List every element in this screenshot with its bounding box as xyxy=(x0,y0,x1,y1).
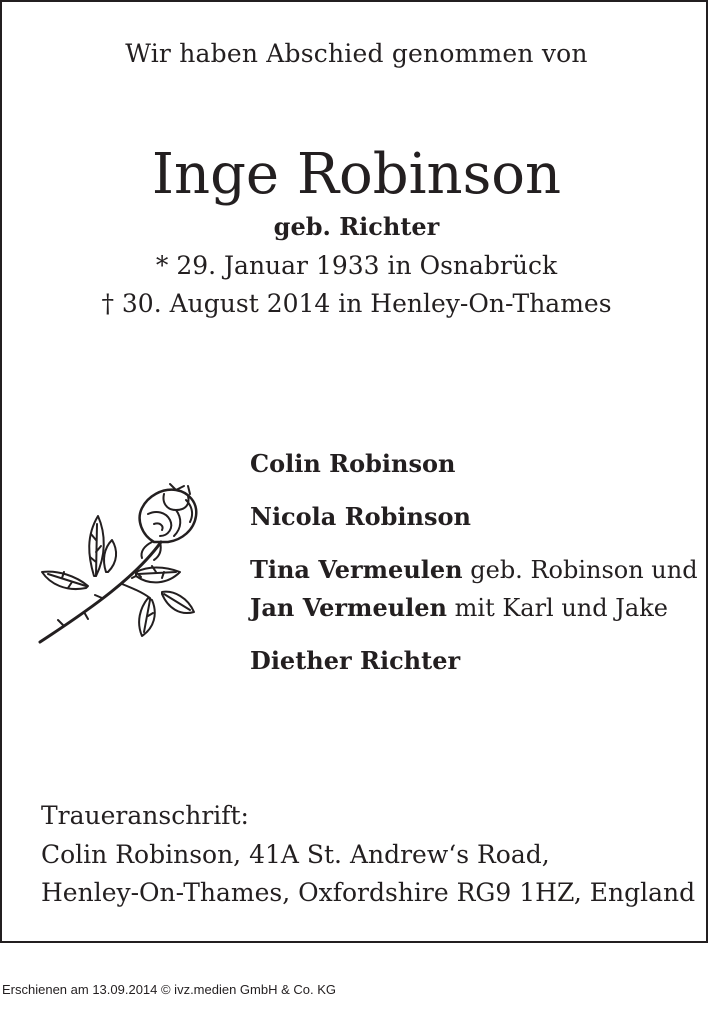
intro-text: Wir haben Abschied genommen von xyxy=(125,39,588,68)
address-label: Traueranschrift: xyxy=(41,801,249,830)
mourners-list xyxy=(250,445,698,680)
maiden-name: geb. Richter xyxy=(273,212,440,241)
mourner-diether: Diether Richter xyxy=(250,646,461,675)
mourner-colin: Colin Robinson xyxy=(250,449,456,478)
address-line-1: Colin Robinson, 41A St. Andrew‘s Road, xyxy=(41,839,550,869)
address-line-2: Henley-On-Thames, Oxfordshire RG9 1HZ, England xyxy=(41,878,696,907)
rose-icon xyxy=(36,480,200,648)
mourner-tina xyxy=(250,551,698,589)
birth-line: * 29. Januar 1933 in Osnabrück xyxy=(155,251,558,280)
mourner-tina-suffix: geb. Robinson und xyxy=(462,556,698,584)
deceased-name: Inge Robinson xyxy=(151,142,562,207)
mourner-jan-name: Jan Vermeulen xyxy=(250,593,447,622)
mourner-jan xyxy=(250,589,698,627)
mourner-nicola: Nicola Robinson xyxy=(250,502,471,531)
mourner-jan-suffix: mit Karl und Jake xyxy=(447,594,668,622)
mourning-address xyxy=(41,797,695,913)
mourner-tina-name: Tina Vermeulen xyxy=(250,555,463,584)
death-line: † 30. August 2014 in Henley-On-Thames xyxy=(101,289,612,318)
publication-footer: Erschienen am 13.09.2014 © ivz.medien GmbH & Co. KG xyxy=(2,982,337,997)
